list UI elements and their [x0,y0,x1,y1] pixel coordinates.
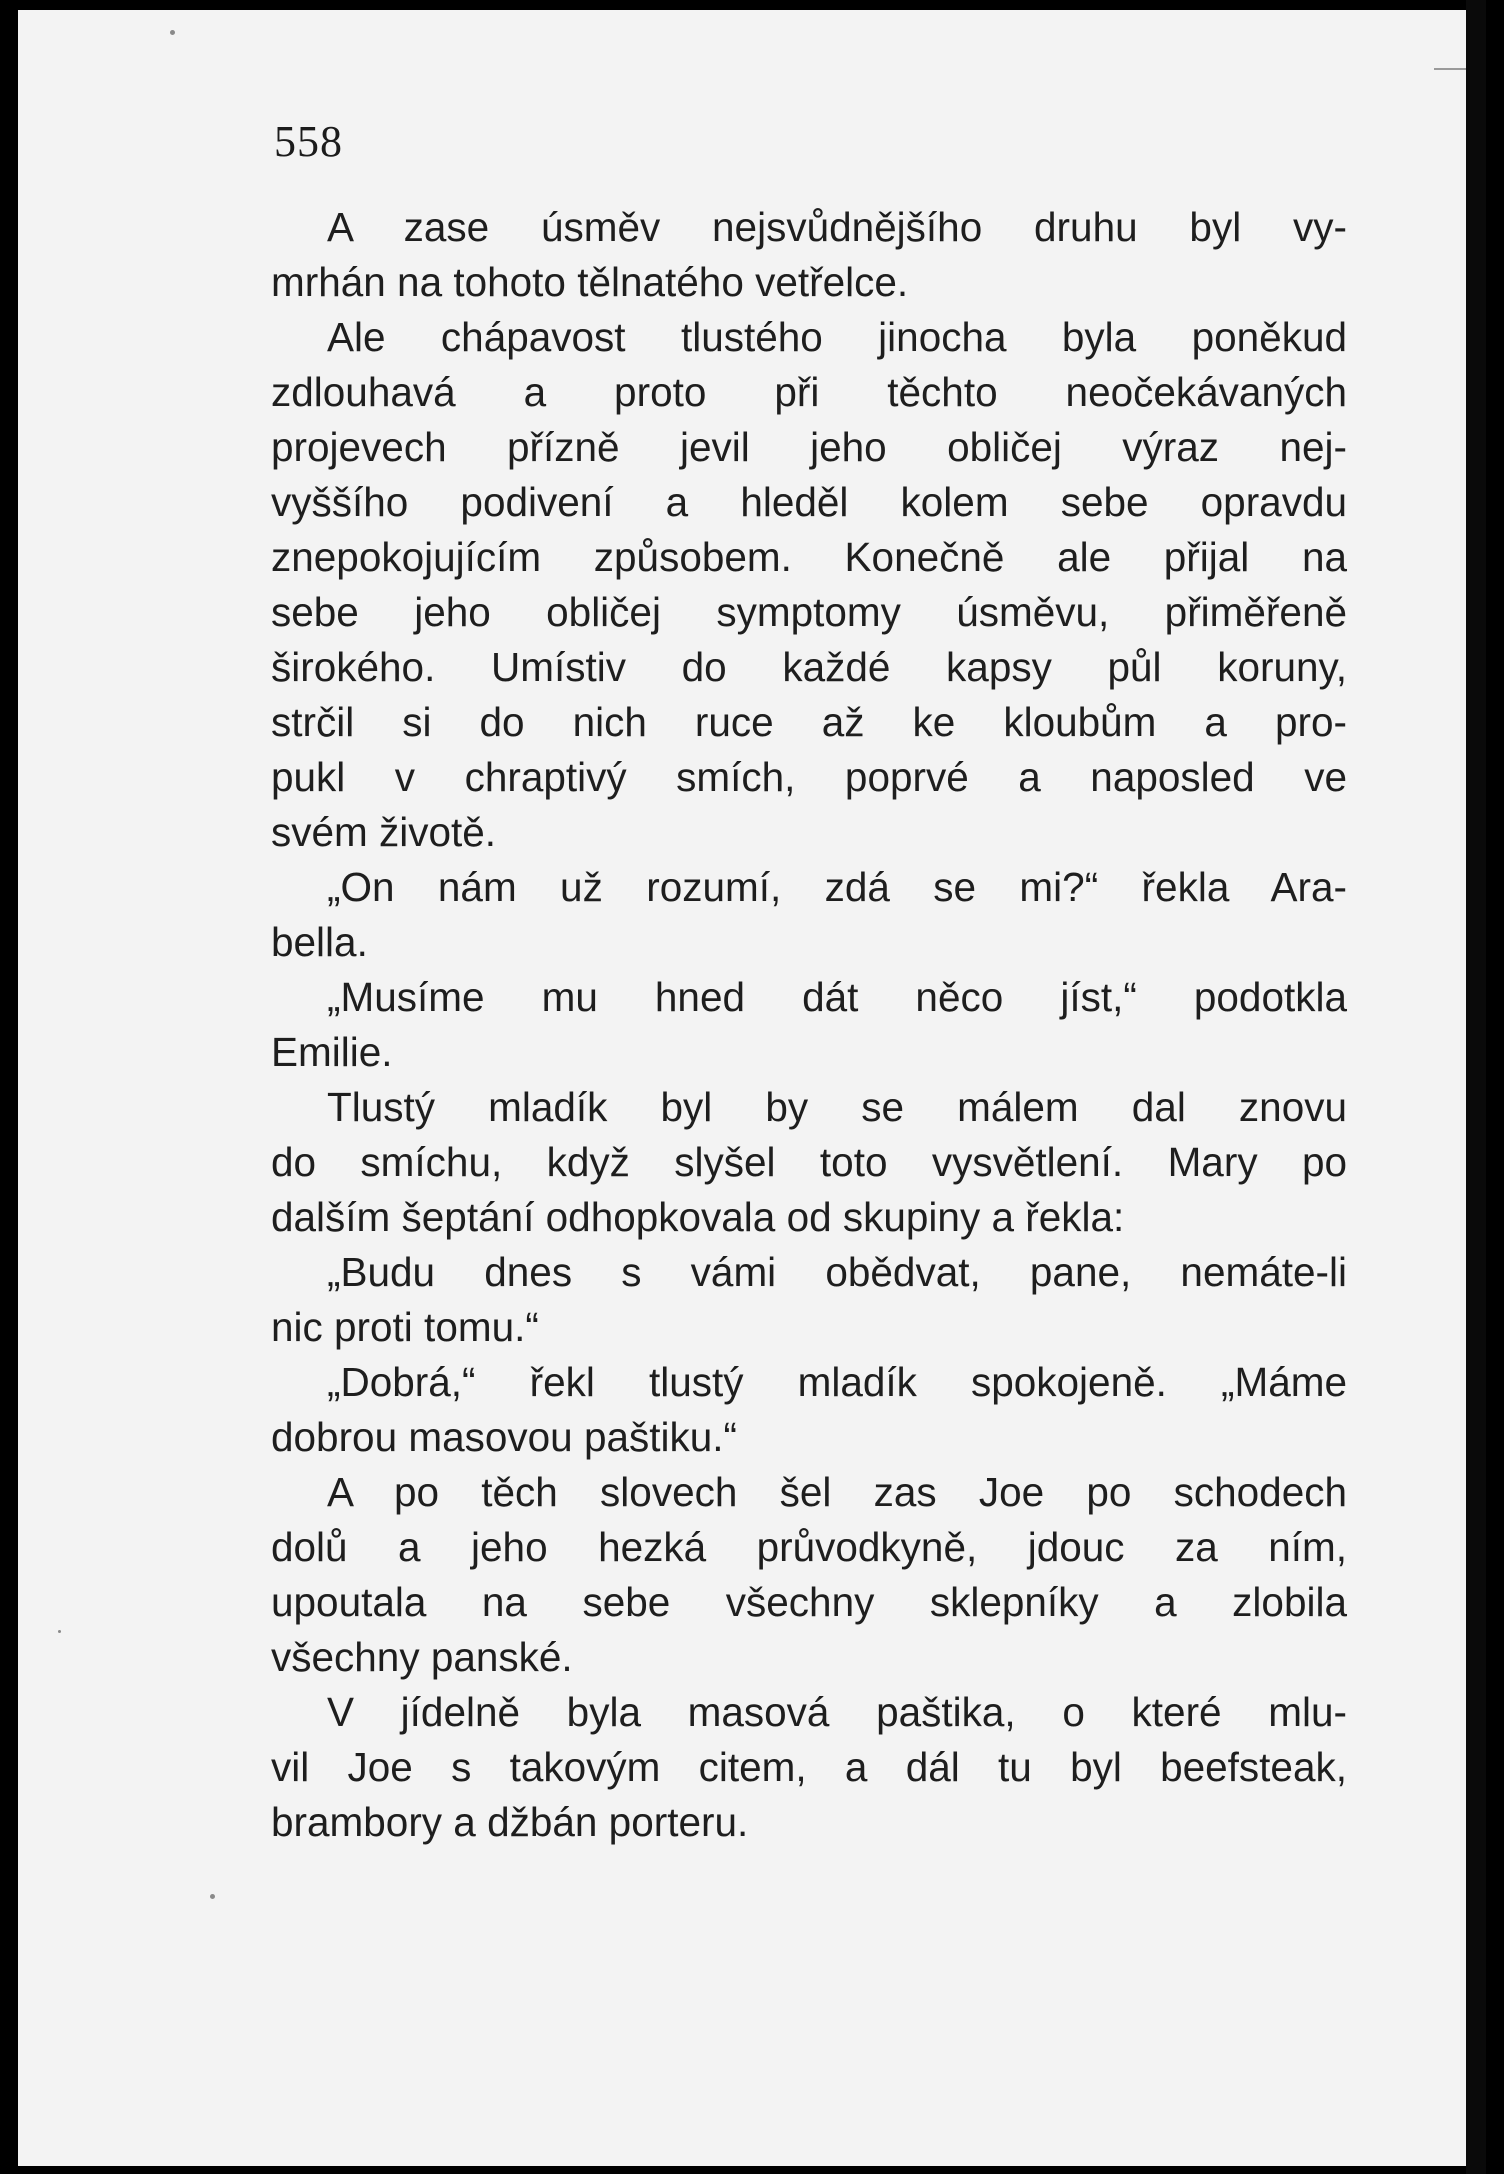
text-line: zdlouhavá a proto při těchto neočekávaných [271,369,1347,415]
text-line: „On nám už rozumí, zdá se mi?“ řekla Ara- [327,864,1347,910]
book-page [18,10,1484,2166]
text-line: „Budu dnes s vámi obědvat, pane, nemáte-li [327,1249,1347,1295]
text-line: znepokojujícím způsobem. Konečně ale přijal na [271,534,1347,580]
body-text [271,200,1347,1850]
text-line: Emilie. [271,1029,393,1075]
text-line: nic proti tomu.“ [271,1304,539,1350]
paragraph-5 [271,1080,1347,1245]
scan-speck [58,1630,61,1633]
text-line: svém životě. [271,809,497,855]
text-line: do smíchu, když slyšel toto vysvětlení. Mary po [271,1139,1347,1185]
paragraph-7 [271,1355,1347,1465]
text-line: pukl v chraptivý smích, poprvé a naposled ve [271,754,1347,800]
text-line: projevech přízně jevil jeho obličej výraz nej- [271,424,1347,470]
text-line: strčil si do nich ruce až ke kloubům a pro- [271,699,1347,745]
text-line: Ale chápavost tlustého jinocha byla poněkud [327,314,1347,360]
paragraph-9 [271,1685,1347,1850]
text-line: mrhán na tohoto tělnatého vetřelce. [271,259,909,305]
text-line: všechny panské. [271,1634,573,1680]
text-line: sebe jeho obličej symptomy úsměvu, přiměřeně [271,589,1347,635]
text-line: širokého. Umístiv do každé kapsy půl koruny, [271,644,1347,690]
text-line: dalším šeptání odhopkovala od skupiny a řekla: [271,1194,1125,1240]
page-number: 558 [274,117,343,166]
paragraph-4 [271,970,1347,1080]
scan-speck [170,30,175,35]
page-edge-shadow [1466,0,1486,2174]
paragraph-1 [271,200,1347,310]
text-line: vyššího podivení a hleděl kolem sebe opravdu [271,479,1347,525]
paragraph-8 [271,1465,1347,1685]
text-line: upoutala na sebe všechny sklepníky a zlobila [271,1579,1347,1625]
text-line: vil Joe s takovým citem, a dál tu byl beefsteak, [271,1744,1347,1790]
scan-speck [210,1894,215,1899]
text-line: brambory a džbán porteru. [271,1799,749,1845]
text-line: dobrou masovou paštiku.“ [271,1414,738,1460]
text-line: dolů a jeho hezká průvodkyně, jdouc za ním, [271,1524,1347,1570]
text-line: „Musíme mu hned dát něco jíst,“ podotkla [327,974,1347,1020]
text-line: A po těch slovech šel zas Joe po schodech [327,1469,1347,1515]
text-line: „Dobrá,“ řekl tlustý mladík spokojeně. „Máme [327,1359,1347,1405]
paragraph-3 [271,860,1347,970]
paragraph-2 [271,310,1347,860]
text-line: Tlustý mladík byl by se málem dal znovu [327,1084,1347,1130]
paragraph-6 [271,1245,1347,1355]
text-line: V jídelně byla masová paštika, o které mlu- [327,1689,1347,1735]
text-line: A zase úsměv nejsvůdnějšího druhu byl vy- [327,204,1347,250]
text-line: bella. [271,919,368,965]
